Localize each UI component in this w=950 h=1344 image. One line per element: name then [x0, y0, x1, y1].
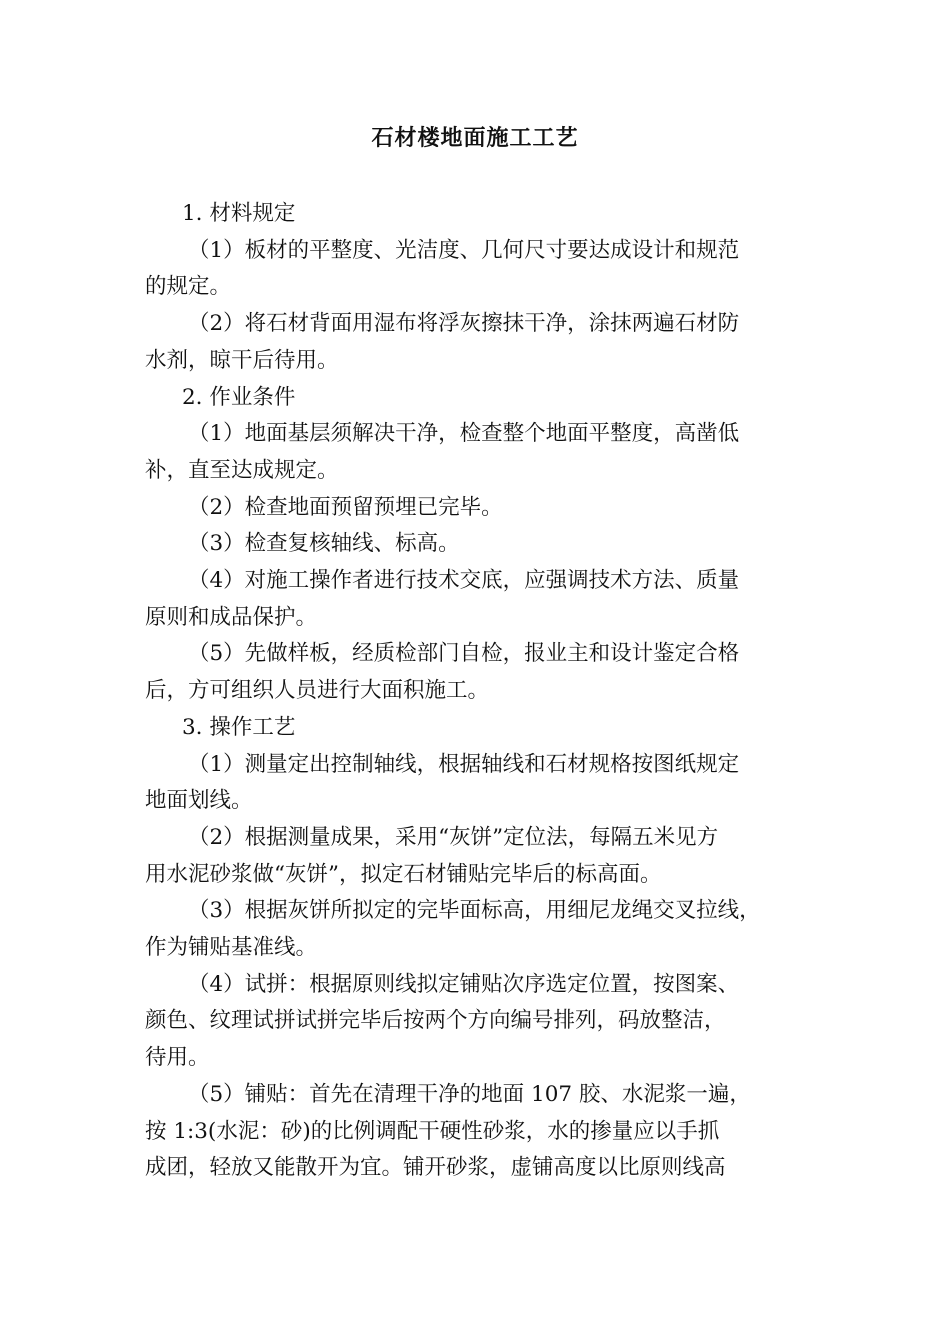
- text-line: （4）对施工操作者进行技术交底，应强调技术方法、质量: [188, 568, 740, 594]
- paragraph: [145, 893, 810, 966]
- section-heading: 2. 作业条件: [182, 384, 296, 410]
- paragraph: [145, 967, 810, 1077]
- text-line: （1）板材的平整度、光洁度、几何尺寸要达成设计和规范: [188, 237, 740, 263]
- text-line: 用水泥砂浆做“灰饼”，拟定石材铺贴完毕后的标高面。: [145, 861, 662, 887]
- text-line: （5）铺贴：首先在清理干净的地面 107 胶、水泥浆一遍，: [188, 1081, 751, 1107]
- paragraph: [145, 233, 810, 306]
- text-line: 成团，轻放又能散开为宜。铺开砂浆，虚铺高度以比原则线高: [145, 1155, 726, 1181]
- text-line: 作为铺贴基准线。: [145, 935, 318, 961]
- paragraph: [145, 820, 810, 893]
- paragraph: [145, 747, 810, 820]
- section-heading: 3. 操作工艺: [182, 714, 296, 740]
- paragraph: [145, 490, 810, 527]
- text-line: （3）根据灰饼所拟定的完毕面标高，用细尼龙绳交叉拉线，: [188, 898, 761, 924]
- text-line: （2）根据测量成果，采用“灰饼”定位法，每隔五米见方: [188, 824, 719, 850]
- text-line: 地面划线。: [145, 788, 253, 814]
- document-body: [145, 196, 810, 1187]
- text-line: （1）测量定出控制轴线，根据轴线和石材规格按图纸规定: [188, 751, 740, 777]
- paragraph: [145, 306, 810, 379]
- text-line: 原则和成品保护。: [145, 604, 318, 630]
- text-line: （3）检查复核轴线、标高。: [188, 531, 460, 557]
- text-line: （4）试拼：根据原则线拟定铺贴次序选定位置，按图案、: [188, 971, 740, 997]
- page-title: 石材楼地面施工工艺: [371, 125, 579, 151]
- paragraph: [145, 563, 810, 636]
- text-line: 待用。: [145, 1045, 210, 1071]
- text-line: （2）检查地面预留预埋已完毕。: [188, 494, 503, 520]
- text-line: 水剂，晾干后待用。: [145, 347, 339, 373]
- text-line: （5）先做样板，经质检部门自检，报业主和设计鉴定合格: [188, 641, 740, 667]
- section-heading: 1. 材料规定: [182, 201, 296, 226]
- text-line: 颜色、纹理试拼试拼完毕后按两个方向编号排列，码放整洁，: [145, 1008, 726, 1034]
- text-line: （2）将石材背面用湿布将浮灰擦抹干净，涂抹两遍石材防: [188, 311, 740, 337]
- paragraph: [145, 1077, 810, 1187]
- text-line: 补，直至达成规定。: [145, 457, 339, 483]
- text-line: （1）地面基层须解决干净，检查整个地面平整度，高凿低: [188, 421, 740, 447]
- paragraph: [145, 636, 810, 709]
- paragraph: [145, 526, 810, 563]
- text-line: 按 1:3(水泥：砂)的比例调配干硬性砂浆，水的掺量应以手抓: [145, 1118, 720, 1144]
- paragraph: [145, 416, 810, 489]
- text-line: 的规定。: [145, 274, 232, 300]
- text-line: 后，方可组织人员进行大面积施工。: [145, 678, 490, 704]
